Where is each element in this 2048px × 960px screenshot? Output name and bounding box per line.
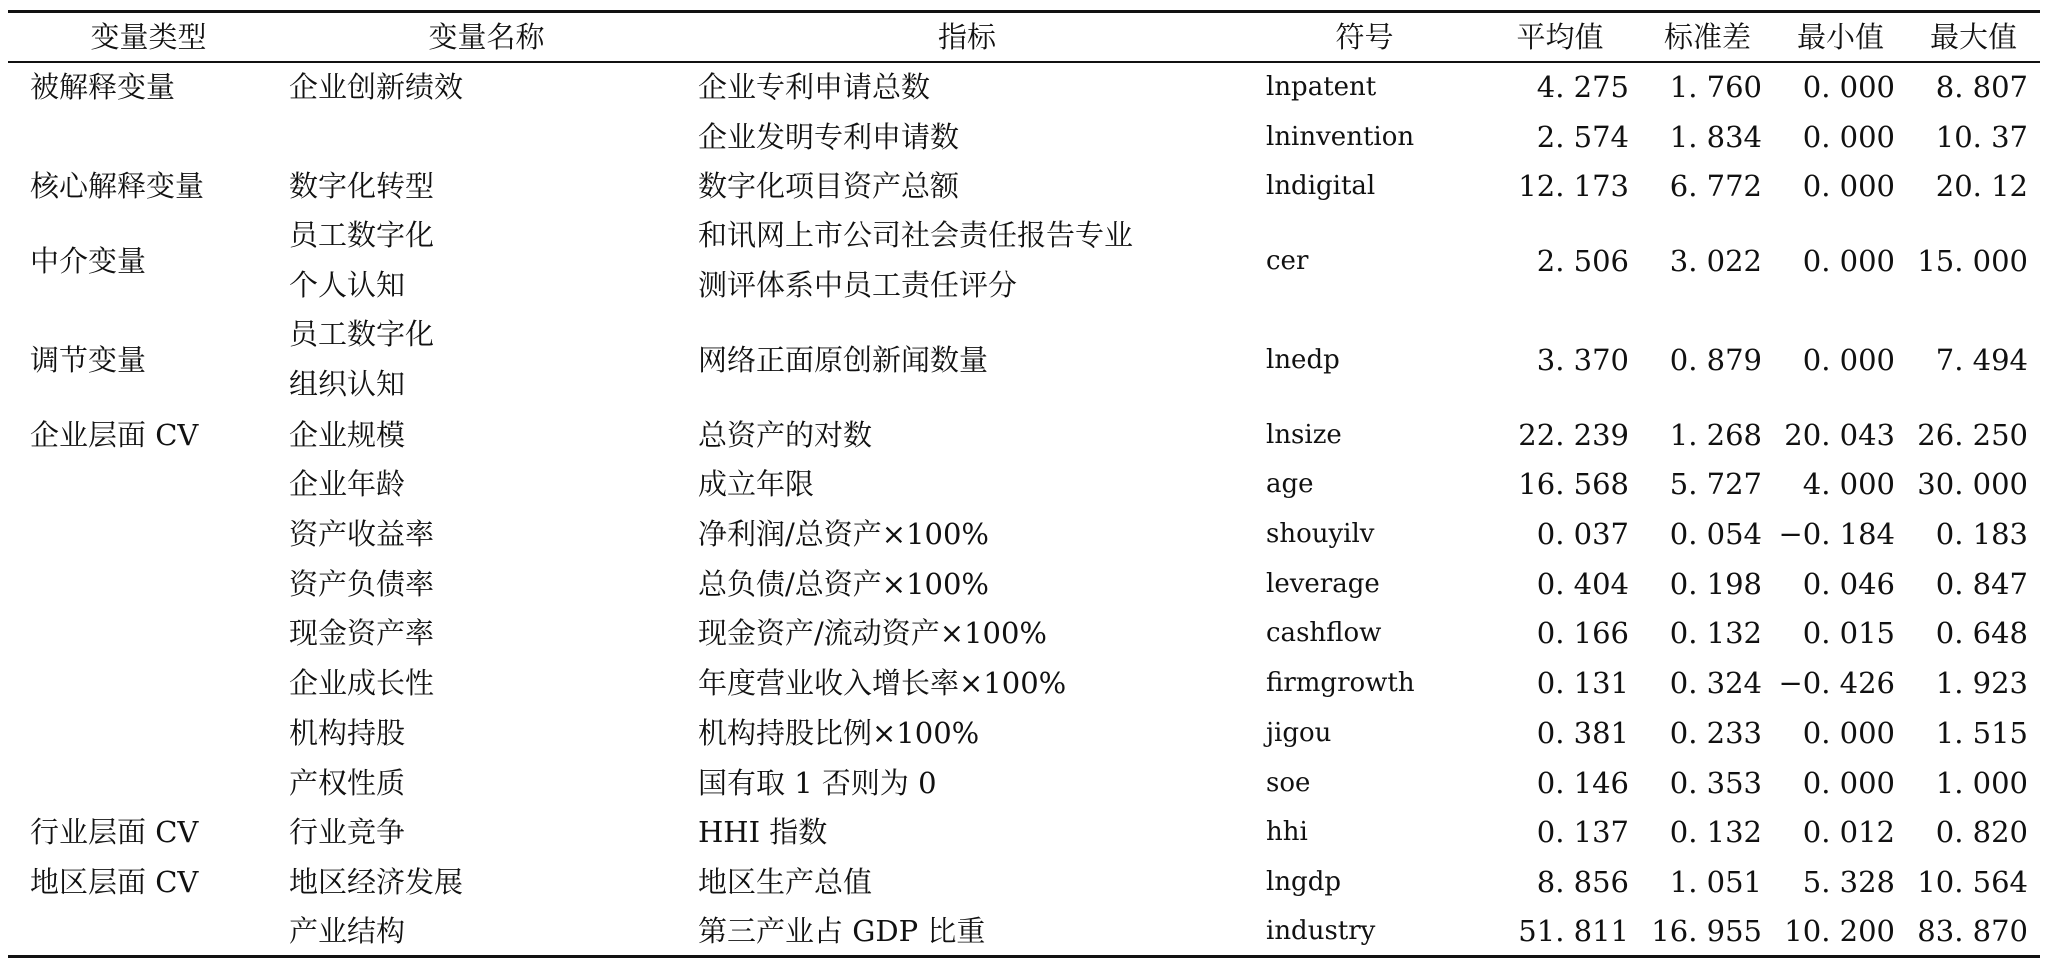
cell-type bbox=[8, 460, 289, 510]
cell-max: 1. 515 bbox=[1935, 715, 2028, 750]
cell-symbol: soe bbox=[1266, 767, 1311, 798]
header-max: 最大值 bbox=[1907, 12, 2040, 63]
cell-name-line1: 员工数字化 bbox=[289, 218, 435, 253]
cell-sd: 0. 879 bbox=[1669, 343, 1762, 378]
cell-sd: 0. 054 bbox=[1669, 517, 1762, 552]
cell-indicator: 现金资产/流动资产×100% bbox=[698, 616, 1047, 651]
cell-sd: 5. 727 bbox=[1669, 467, 1762, 502]
cell-mean: 4. 275 bbox=[1536, 70, 1629, 105]
table-row bbox=[8, 62, 2040, 112]
header-row bbox=[8, 12, 2040, 63]
table-row bbox=[8, 609, 2040, 659]
cell-type: 地区层面 CV bbox=[30, 864, 199, 899]
table-row bbox=[8, 758, 2040, 808]
table-row bbox=[8, 211, 2040, 310]
cell-min: 10. 200 bbox=[1774, 907, 1907, 957]
cell-indicator bbox=[684, 211, 1250, 310]
cell-min: 0. 012 bbox=[1802, 815, 1895, 850]
cell-symbol: industry bbox=[1250, 907, 1479, 957]
cell-max: 15. 000 bbox=[1917, 243, 2028, 278]
table-row bbox=[8, 310, 2040, 409]
cell-indicator: 机构持股比例×100% bbox=[698, 715, 980, 750]
table-row bbox=[8, 708, 2040, 758]
table-body bbox=[8, 62, 2040, 956]
cell-mean: 8. 856 bbox=[1536, 864, 1629, 899]
cell-name: 现金资产率 bbox=[289, 616, 435, 651]
cell-indicator: 数字化项目资产总额 bbox=[698, 169, 960, 204]
cell-indicator: HHI 指数 bbox=[698, 815, 828, 850]
cell-min: 0. 000 bbox=[1802, 715, 1895, 750]
cell-max: 1. 923 bbox=[1935, 666, 2028, 701]
cell-name: 机构持股 bbox=[289, 715, 406, 750]
cell-symbol: cashflow bbox=[1266, 618, 1382, 649]
cell-max: 20. 12 bbox=[1935, 169, 2028, 204]
cell-type bbox=[8, 758, 289, 808]
cell-min: 4. 000 bbox=[1802, 467, 1895, 502]
cell-symbol: cer bbox=[1266, 245, 1309, 276]
cell-sd: 0. 132 bbox=[1669, 616, 1762, 651]
cell-symbol: firmgrowth bbox=[1266, 668, 1415, 699]
cell-symbol: jigou bbox=[1266, 717, 1332, 748]
cell-mean: 0. 137 bbox=[1536, 815, 1629, 850]
cell-type: 调节变量 bbox=[30, 343, 147, 378]
cell-indicator: 地区生产总值 bbox=[698, 864, 873, 899]
cell-name: 企业成长性 bbox=[289, 666, 435, 701]
cell-name: 产业结构 bbox=[289, 907, 684, 957]
cell-name bbox=[289, 310, 684, 409]
cell-min: 0. 000 bbox=[1802, 343, 1895, 378]
cell-type: 中介变量 bbox=[30, 243, 147, 278]
cell-type bbox=[8, 509, 289, 559]
cell-max: 0. 847 bbox=[1935, 566, 2028, 601]
cell-indicator: 企业专利申请总数 bbox=[698, 70, 931, 105]
header-indicator: 指标 bbox=[684, 12, 1250, 63]
cell-mean: 2. 506 bbox=[1536, 243, 1629, 278]
cell-symbol: age bbox=[1266, 469, 1314, 500]
cell-symbol: hhi bbox=[1266, 817, 1308, 848]
cell-mean: 3. 370 bbox=[1536, 343, 1629, 378]
table-row bbox=[8, 907, 2040, 957]
cell-indicator: 净利润/总资产×100% bbox=[698, 517, 989, 552]
cell-name: 企业年龄 bbox=[289, 467, 406, 502]
cell-indicator: 成立年限 bbox=[698, 467, 815, 502]
cell-max: 30. 000 bbox=[1917, 467, 2028, 502]
cell-symbol: lngdp bbox=[1266, 866, 1341, 897]
cell-max: 0. 648 bbox=[1935, 616, 2028, 651]
cell-symbol: lnedp bbox=[1266, 345, 1340, 376]
table-row bbox=[8, 410, 2040, 460]
cell-symbol: lndigital bbox=[1266, 171, 1376, 202]
cell-name: 资产负债率 bbox=[289, 566, 435, 601]
cell-sd: 1. 051 bbox=[1669, 864, 1762, 899]
cell-mean: 0. 037 bbox=[1536, 517, 1629, 552]
cell-indicator: 第三产业占 GDP 比重 bbox=[684, 907, 1250, 957]
cell-mean: 22. 239 bbox=[1518, 417, 1629, 452]
cell-sd: 0. 198 bbox=[1669, 566, 1762, 601]
cell-mean: 0. 404 bbox=[1536, 566, 1629, 601]
cell-max: 0. 820 bbox=[1935, 815, 2028, 850]
header-sd: 标准差 bbox=[1641, 12, 1774, 63]
cell-max: 10. 564 bbox=[1917, 864, 2028, 899]
cell-symbol: lninvention bbox=[1266, 121, 1415, 152]
cell-name-line2: 个人认知 bbox=[289, 267, 406, 302]
cell-type bbox=[8, 609, 289, 659]
cell-name: 地区经济发展 bbox=[289, 864, 464, 899]
cell-name: 资产收益率 bbox=[289, 517, 435, 552]
cell-type bbox=[8, 658, 289, 708]
cell-sd: 3. 022 bbox=[1669, 243, 1762, 278]
cell-symbol: shouyilv bbox=[1266, 519, 1375, 550]
cell-max: 10. 37 bbox=[1935, 119, 2028, 154]
cell-name bbox=[289, 112, 684, 162]
table-row bbox=[8, 658, 2040, 708]
cell-mean: 0. 166 bbox=[1536, 616, 1629, 651]
cell-type bbox=[8, 907, 289, 957]
cell-symbol: lnsize bbox=[1266, 419, 1342, 450]
cell-sd: 16. 955 bbox=[1641, 907, 1774, 957]
cell-sd: 1. 268 bbox=[1669, 417, 1762, 452]
cell-max: 83. 870 bbox=[1907, 907, 2040, 957]
cell-name-line2: 组织认知 bbox=[289, 367, 406, 402]
cell-min: 0. 046 bbox=[1802, 566, 1895, 601]
cell-min: 0. 000 bbox=[1802, 243, 1895, 278]
cell-mean: 0. 381 bbox=[1536, 715, 1629, 750]
cell-min: −0. 426 bbox=[1778, 666, 1895, 701]
cell-max: 7. 494 bbox=[1935, 343, 2028, 378]
cell-sd: 0. 353 bbox=[1669, 765, 1762, 800]
cell-min: 20. 043 bbox=[1784, 417, 1895, 452]
cell-type: 企业层面 CV bbox=[30, 417, 199, 452]
cell-min: 0. 000 bbox=[1802, 169, 1895, 204]
descriptive-statistics-table bbox=[8, 10, 2040, 958]
cell-sd: 0. 132 bbox=[1669, 815, 1762, 850]
cell-indicator: 网络正面原创新闻数量 bbox=[698, 343, 989, 378]
cell-mean: 0. 146 bbox=[1536, 765, 1629, 800]
cell-indicator-line1: 和讯网上市公司社会责任报告专业 bbox=[698, 218, 1134, 253]
header-mean: 平均值 bbox=[1479, 12, 1641, 63]
cell-name: 产权性质 bbox=[289, 765, 406, 800]
header-symbol: 符号 bbox=[1250, 12, 1479, 63]
cell-max: 0. 183 bbox=[1935, 517, 2028, 552]
cell-sd: 1. 760 bbox=[1669, 70, 1762, 105]
cell-type bbox=[8, 112, 289, 162]
cell-indicator: 企业发明专利申请数 bbox=[698, 119, 960, 154]
cell-indicator: 总资产的对数 bbox=[698, 417, 873, 452]
table-row bbox=[8, 460, 2040, 510]
cell-max: 1. 000 bbox=[1935, 765, 2028, 800]
cell-max: 8. 807 bbox=[1935, 70, 2028, 105]
cell-min: 0. 015 bbox=[1802, 616, 1895, 651]
cell-type bbox=[8, 559, 289, 609]
cell-type bbox=[8, 708, 289, 758]
cell-mean: 0. 131 bbox=[1536, 666, 1629, 701]
cell-symbol: leverage bbox=[1266, 568, 1380, 599]
cell-min: −0. 184 bbox=[1778, 517, 1895, 552]
header-min: 最小值 bbox=[1774, 12, 1907, 63]
cell-name bbox=[289, 211, 684, 310]
cell-name: 企业创新绩效 bbox=[289, 70, 464, 105]
table-row bbox=[8, 112, 2040, 162]
cell-name: 行业竞争 bbox=[289, 815, 406, 850]
table-row bbox=[8, 857, 2040, 907]
cell-indicator-line2: 测评体系中员工责任评分 bbox=[698, 267, 1018, 302]
cell-indicator: 国有取 1 否则为 0 bbox=[698, 765, 937, 800]
cell-sd: 0. 233 bbox=[1669, 715, 1762, 750]
cell-type: 行业层面 CV bbox=[30, 815, 199, 850]
cell-type: 被解释变量 bbox=[30, 70, 176, 105]
cell-min: 0. 000 bbox=[1802, 765, 1895, 800]
cell-sd: 6. 772 bbox=[1669, 169, 1762, 204]
cell-min: 0. 000 bbox=[1802, 70, 1895, 105]
cell-min: 5. 328 bbox=[1802, 864, 1895, 899]
cell-symbol: lnpatent bbox=[1266, 72, 1377, 103]
cell-name-line1: 员工数字化 bbox=[289, 317, 435, 352]
cell-sd: 1. 834 bbox=[1669, 119, 1762, 154]
cell-indicator: 总负债/总资产×100% bbox=[698, 566, 989, 601]
header-variable-type: 变量类型 bbox=[8, 12, 289, 63]
cell-indicator: 年度营业收入增长率×100% bbox=[698, 666, 1067, 701]
cell-mean: 2. 574 bbox=[1536, 119, 1629, 154]
table-row bbox=[8, 509, 2040, 559]
cell-mean: 12. 173 bbox=[1518, 169, 1629, 204]
table-header bbox=[8, 12, 2040, 63]
cell-mean: 51. 811 bbox=[1479, 907, 1641, 957]
cell-max: 26. 250 bbox=[1917, 417, 2028, 452]
cell-type: 核心解释变量 bbox=[30, 169, 205, 204]
cell-name: 企业规模 bbox=[289, 417, 406, 452]
cell-name: 数字化转型 bbox=[289, 169, 435, 204]
table-row bbox=[8, 161, 2040, 211]
cell-min: 0. 000 bbox=[1802, 119, 1895, 154]
table-row bbox=[8, 807, 2040, 857]
cell-sd: 0. 324 bbox=[1669, 666, 1762, 701]
cell-mean: 16. 568 bbox=[1518, 467, 1629, 502]
header-variable-name: 变量名称 bbox=[289, 12, 684, 63]
table-row bbox=[8, 559, 2040, 609]
